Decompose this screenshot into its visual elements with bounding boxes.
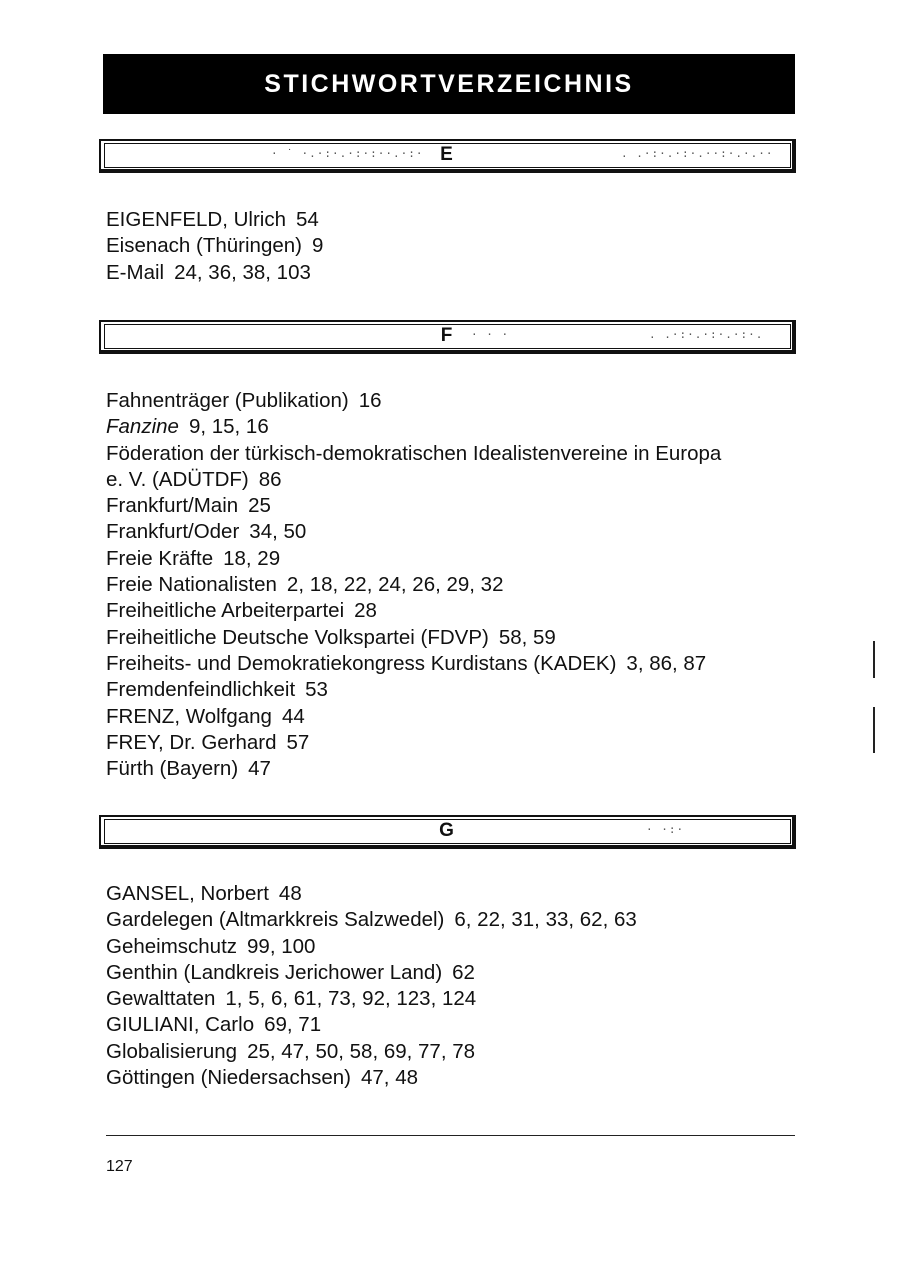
index-pages: 6, 22, 31, 33, 62, 63 bbox=[454, 908, 637, 932]
scan-noise: . .·:·.·:·.··:·.·.·· bbox=[621, 147, 774, 160]
index-pages: 57 bbox=[286, 730, 310, 754]
index-term: Fürth (Bayern) bbox=[106, 757, 239, 781]
index-pages: 86 bbox=[258, 467, 282, 491]
index-entry bbox=[106, 546, 721, 572]
index-entry bbox=[106, 704, 721, 730]
index-pages: 9, 15, 16 bbox=[188, 415, 269, 439]
footer-rule bbox=[106, 1135, 795, 1136]
index-pages: 47, 48 bbox=[361, 1066, 418, 1090]
index-entry bbox=[106, 756, 721, 782]
index-term: Freie Kräfte bbox=[106, 546, 214, 570]
index-term: Fanzine bbox=[106, 415, 179, 439]
index-entry bbox=[106, 907, 637, 933]
index-entry bbox=[106, 1012, 637, 1038]
index-entry bbox=[106, 260, 323, 286]
index-entry bbox=[106, 730, 721, 756]
section-e-entries bbox=[106, 207, 323, 286]
index-entry bbox=[106, 572, 721, 598]
scan-noise: · ˙ ·.·:·.·:·:··.·:· bbox=[271, 147, 424, 160]
index-term: FRENZ, Wolfgang bbox=[106, 704, 272, 728]
index-entry bbox=[106, 677, 721, 703]
index-pages: 58, 59 bbox=[498, 625, 556, 649]
index-term: Freiheitliche Arbeiterpartei bbox=[106, 599, 345, 623]
index-pages: 48 bbox=[278, 882, 302, 905]
index-entry bbox=[106, 986, 637, 1012]
index-term: Gewalttaten bbox=[106, 987, 216, 1011]
index-term: Freie Nationalisten bbox=[106, 573, 277, 597]
index-entry bbox=[106, 1065, 637, 1091]
index-term: Freiheits- und Demokratiekongress Kurdistans (KADEK) bbox=[106, 651, 617, 675]
index-pages: 47 bbox=[248, 757, 271, 781]
index-term: Genthin (Landkreis Jerichower Land) bbox=[106, 960, 443, 984]
section-letter-g: G bbox=[439, 820, 454, 841]
index-term: EIGENFELD, Ulrich bbox=[106, 208, 286, 231]
section-header-f bbox=[99, 320, 796, 354]
index-pages: 3, 86, 87 bbox=[626, 651, 707, 675]
section-header-g bbox=[99, 815, 796, 849]
section-f-entries bbox=[106, 388, 721, 782]
index-entry bbox=[106, 625, 721, 651]
index-term: Göttingen (Niedersachsen) bbox=[106, 1066, 351, 1090]
index-term: Globalisierung bbox=[106, 1039, 238, 1063]
index-term: Fahnenträger (Publikation) bbox=[106, 389, 349, 412]
index-pages: 99, 100 bbox=[247, 934, 316, 958]
index-term: Föderation der türkisch-demokratischen Idealistenvereine in Europa bbox=[106, 441, 722, 465]
index-term: GIULIANI, Carlo bbox=[106, 1013, 255, 1037]
index-entry bbox=[106, 651, 721, 677]
index-entry bbox=[106, 934, 637, 960]
index-term: Freiheitliche Deutsche Volkspartei (FDVP) bbox=[106, 625, 489, 649]
index-pages: 62 bbox=[452, 960, 475, 984]
index-term: Fremdenfeindlichkeit bbox=[106, 678, 296, 702]
scan-noise: . .·:·.·:·.·:·. bbox=[649, 328, 764, 341]
index-term: Geheimschutz bbox=[106, 934, 238, 958]
index-term: FREY, Dr. Gerhard bbox=[106, 730, 277, 754]
index-entry bbox=[106, 519, 721, 545]
index-pages: 24, 36, 38, 103 bbox=[174, 260, 311, 284]
index-pages: 25 bbox=[248, 494, 271, 518]
index-term: Frankfurt/Main bbox=[106, 494, 239, 518]
index-entry bbox=[106, 493, 721, 519]
revision-bar bbox=[873, 641, 875, 678]
index-pages: 1, 5, 6, 61, 73, 92, 123, 124 bbox=[225, 987, 477, 1011]
index-term: Eisenach (Thüringen) bbox=[106, 234, 302, 258]
section-g-entries bbox=[106, 881, 637, 1091]
index-entry bbox=[106, 881, 637, 907]
scan-noise: · · · bbox=[471, 328, 510, 341]
index-entry bbox=[106, 441, 721, 494]
index-pages: 54 bbox=[295, 208, 319, 231]
scan-noise: · ·:· bbox=[646, 823, 685, 836]
index-pages: 53 bbox=[305, 678, 328, 702]
index-term-continuation bbox=[106, 467, 721, 493]
index-entry bbox=[106, 960, 637, 986]
index-pages: 69, 71 bbox=[264, 1013, 322, 1037]
index-pages: 16 bbox=[358, 389, 382, 412]
section-letter-e: E bbox=[440, 144, 453, 165]
index-entry bbox=[106, 233, 323, 259]
index-entry bbox=[106, 414, 721, 440]
index-pages: 28 bbox=[354, 599, 377, 623]
section-header-e bbox=[99, 139, 796, 173]
index-entry bbox=[106, 1039, 637, 1065]
index-entry bbox=[106, 388, 721, 414]
index-pages: 34, 50 bbox=[249, 520, 307, 544]
index-term: E-Mail bbox=[106, 260, 165, 284]
index-term: Gardelegen (Altmarkkreis Salzwedel) bbox=[106, 908, 445, 932]
index-entry bbox=[106, 207, 323, 233]
section-letter-f: F bbox=[440, 325, 453, 346]
revision-bar bbox=[873, 707, 875, 753]
index-term: Frankfurt/Oder bbox=[106, 520, 240, 544]
index-pages: 2, 18, 22, 24, 26, 29, 32 bbox=[286, 573, 504, 597]
index-term-continuation-text: e. V. (ADÜTDF) bbox=[106, 467, 249, 491]
index-pages: 18, 29 bbox=[223, 546, 281, 570]
index-title-text: STICHWORTVERZEICHNIS bbox=[264, 69, 634, 98]
page-number: 127 bbox=[106, 1158, 133, 1175]
index-entry bbox=[106, 598, 721, 624]
index-pages: 44 bbox=[281, 704, 305, 728]
index-title bbox=[103, 54, 795, 114]
index-pages: 25, 47, 50, 58, 69, 77, 78 bbox=[247, 1039, 476, 1063]
index-pages: 9 bbox=[312, 234, 324, 258]
index-term: GANSEL, Norbert bbox=[106, 882, 269, 905]
